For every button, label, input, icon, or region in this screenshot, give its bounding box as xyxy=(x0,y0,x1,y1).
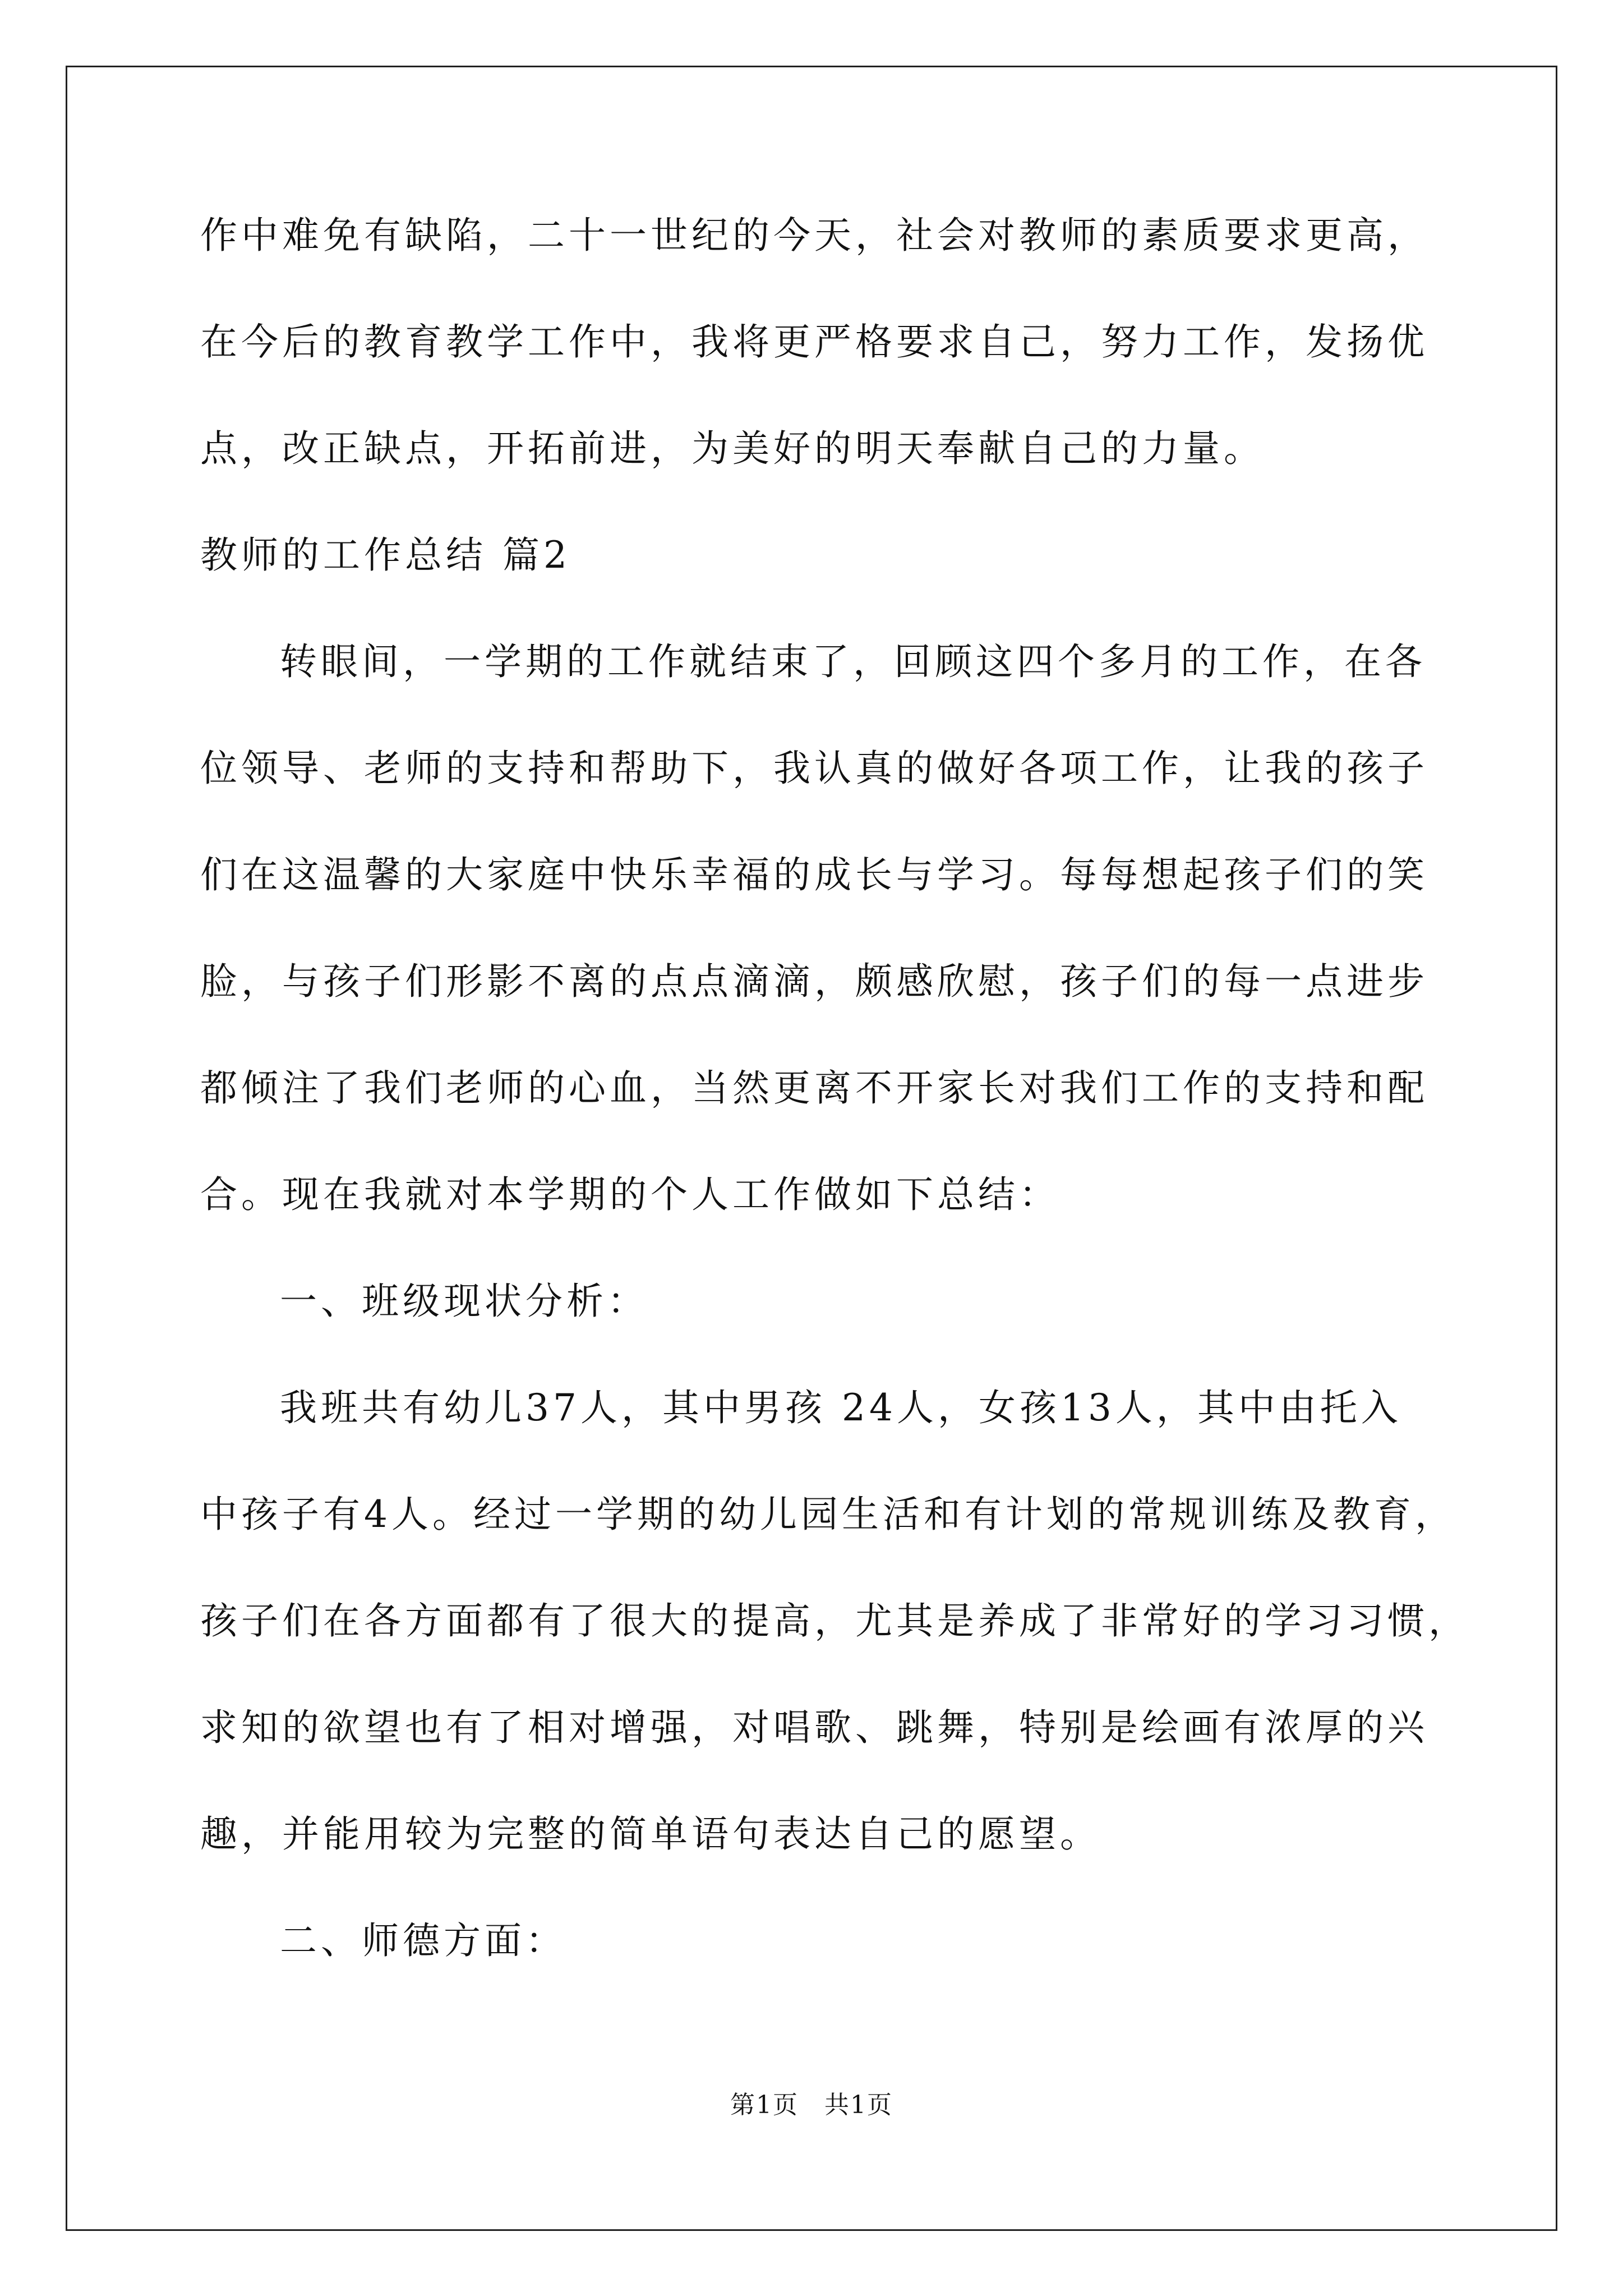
subsection-heading: 一、班级现状分析： xyxy=(280,1280,648,1323)
paragraph-line: 在今后的教育教学工作中，我将更严格要求自己，努力工作，发扬优 xyxy=(200,320,1428,364)
paragraph-line: 求知的欲望也有了相对增强，对唱歌、跳舞，特别是绘画有浓厚的兴 xyxy=(200,1706,1428,1749)
subsection-heading: 二、师德方面： xyxy=(280,1919,566,1962)
paragraph-line: 我班共有幼儿37人，其中男孩 24人，女孩13人，其中由托入 xyxy=(280,1386,1402,1429)
paragraph-line: 合。现在我就对本学期的个人工作做如下总结： xyxy=(200,1173,1060,1216)
paragraph-line: 点，改正缺点，开拓前进，为美好的明天奉献自己的力量。 xyxy=(200,427,1265,470)
paragraph-line: 中孩子有4人。经过一学期的幼儿园生活和有计划的常规训练及教育， xyxy=(200,1493,1456,1536)
paragraph-line: 们在这温馨的大家庭中快乐幸福的成长与学习。每每想起孩子们的笑 xyxy=(200,853,1428,896)
paragraph-line: 作中难免有缺陷，二十一世纪的今天，社会对教师的素质要求更高， xyxy=(200,214,1428,257)
section-heading: 教师的工作总结 篇2 xyxy=(200,533,571,577)
paragraph-line: 位领导、老师的支持和帮助下，我认真的做好各项工作，让我的孩子 xyxy=(200,747,1428,790)
page-border xyxy=(66,66,1557,2231)
paragraph-line: 转眼间，一学期的工作就结束了，回顾这四个多月的工作，在各 xyxy=(280,640,1426,683)
paragraph-line: 脸，与孩子们形影不离的点点滴滴，颇感欣慰，孩子们的每一点进步 xyxy=(200,960,1428,1003)
paragraph-line: 孩子们在各方面都有了很大的提高，尤其是养成了非常好的学习习惯， xyxy=(200,1599,1469,1642)
page-number-footer: 第1页 共1页 xyxy=(730,2091,893,2119)
paragraph-line: 趣，并能用较为完整的简单语句表达自己的愿望。 xyxy=(200,1812,1101,1856)
paragraph-line: 都倾注了我们老师的心血，当然更离不开家长对我们工作的支持和配 xyxy=(200,1066,1428,1110)
